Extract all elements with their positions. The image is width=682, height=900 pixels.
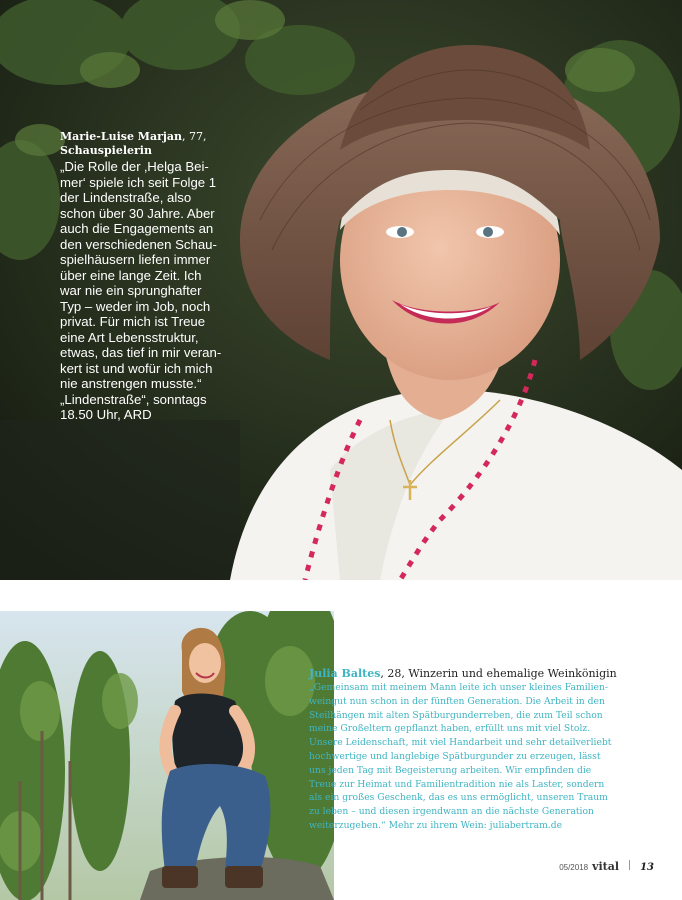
quote-line: Typ – weder im Job, noch xyxy=(60,298,211,314)
quote-line: weiterzugeben.“ Mehr zu ihrem Wein: juliabertram.de xyxy=(309,819,563,831)
intro-heading xyxy=(60,125,250,144)
quote-line: Steilhängen mit alten Spätburgunderreben, die zum Teil schon xyxy=(309,709,603,721)
quote-line: „Gemeinsam mit meinem Mann leite ich unser kleines Familien- xyxy=(309,682,609,693)
second-person-role: , 28, Winzerin und ehemalige Weinkönigin xyxy=(380,667,617,680)
magazine-brand: vital xyxy=(592,860,620,873)
person-name: Marie-Luise Marjan xyxy=(60,130,182,143)
second-heading xyxy=(309,667,679,681)
quote-line: mer‘ spiele ich seit Folge 1 xyxy=(60,174,217,190)
second-person-name: Julia Baltes xyxy=(309,667,381,680)
quote-line: meine Großeltern gepflanzt haben, erfüllt uns mit viel Stolz. xyxy=(309,723,591,735)
quote-line: spielhäusern liefen immer xyxy=(60,252,211,267)
second-quote-text xyxy=(309,681,679,833)
quote-line: über eine lange Zeit. Ich xyxy=(60,267,202,283)
quote-line: eine Art Lebensstruktur, xyxy=(60,329,199,345)
quote-text xyxy=(60,159,250,423)
quote-line: schon über 30 Jahre. Aber xyxy=(60,205,215,221)
issue-date: 05/2018 xyxy=(559,863,589,872)
vineyard-illustration xyxy=(0,611,334,900)
quote-line: hochwertige und langlebige Spätburgunder zu erzeugen, lässt xyxy=(309,750,601,762)
quote-line: als ein großes Geschenk, das es uns ermöglicht, unseren Traum xyxy=(309,792,608,804)
quote-line: kert ist und wofür ich mich xyxy=(60,360,213,376)
quote-line: Unsere Leidenschaft, mit viel Handarbeit und sehr detailverliebt xyxy=(309,737,612,749)
quote-line: auch die Engagements an xyxy=(60,221,214,236)
quote-line: 18.50 Uhr, ARD xyxy=(60,407,152,422)
quote-line: Treue zur Heimat und Familientradition nie als Laster, sondern xyxy=(309,778,605,790)
quote-line: uns jeden Tag mit Begeisterung arbeiten. Wir empfinden die xyxy=(309,764,592,776)
footer-divider xyxy=(629,860,630,870)
quote-line: war nie ein sprunghafter xyxy=(60,283,202,298)
quote-line: der Lindenstraße, also xyxy=(60,190,192,205)
second-portrait-text xyxy=(309,667,679,833)
page-footer xyxy=(559,860,654,873)
quote-line: etwas, das tief in mir veran- xyxy=(60,345,222,360)
quote-line: nie anstrengen musste.“ xyxy=(60,376,202,391)
person-role: Schauspielerin xyxy=(60,144,152,157)
intro-text-block xyxy=(60,125,250,423)
person-age: , 77, xyxy=(181,130,207,143)
quote-line: privat. Für mich ist Treue xyxy=(60,314,206,329)
quote-line: „Lindenstraße“, sonntags xyxy=(60,391,207,407)
quote-line: zu leben – und diesen irgendwann an die nächste Generation xyxy=(309,806,594,818)
quote-line: „Die Rolle der ‚Helga Bei- xyxy=(60,159,209,174)
portrait-photo-baltes xyxy=(0,611,334,900)
quote-line: den verschiedenen Schau- xyxy=(60,236,217,252)
page-number: 13 xyxy=(640,862,654,873)
quote-line: weingut nun schon in der fünften Generation. Die Arbeit in den xyxy=(309,695,605,707)
